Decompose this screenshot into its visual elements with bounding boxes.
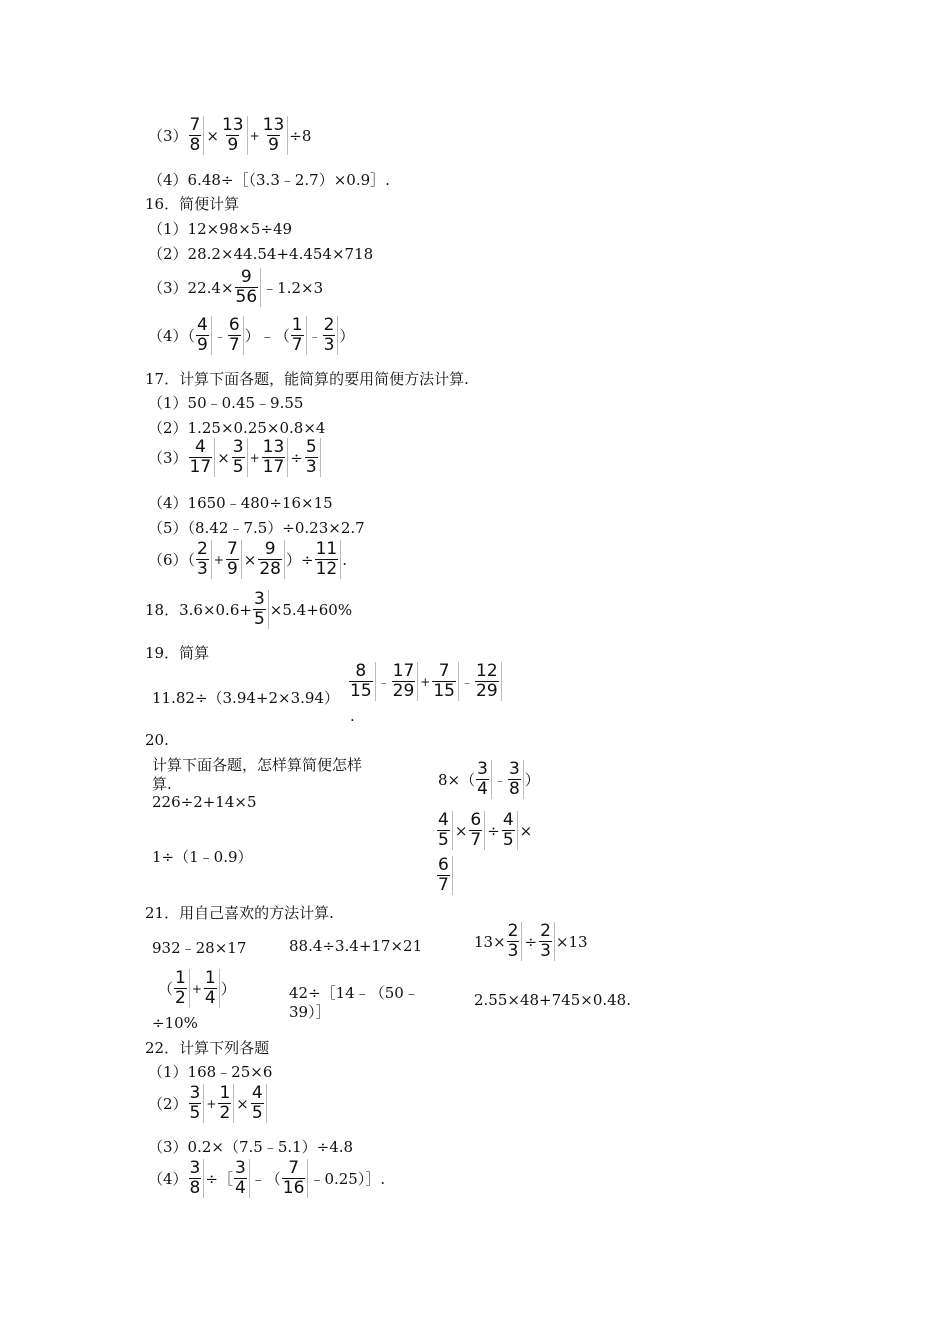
fraction: 3 5	[189, 1084, 205, 1123]
fraction: $\frac{1}{2}$	[218, 1084, 234, 1123]
fraction: 1 2	[174, 969, 190, 1008]
problem-21-d: （ 1 2 + $\frac{1}{4}$ ）	[158, 968, 236, 1008]
section-16-title: 16．简便计算	[145, 195, 240, 213]
problem-20-b: 8×（ 3 4 ﹣ 3 8 ）	[438, 759, 540, 799]
problem-19-right: 8 15 ﹣ 17 29 + $\frac{7}{15}$ ﹣ 12 29	[348, 662, 503, 701]
section-20-intro-2: 算.	[152, 775, 172, 793]
problem-21-e-line1: 42÷［14﹣（50﹣	[289, 984, 419, 1002]
fraction: $\frac{3}{5}$	[232, 438, 248, 477]
fraction: 7 16	[282, 1159, 309, 1198]
problem-16-4: （4）（ 4 9 ﹣ 6 7 ）﹣（ 1 7 ﹣ 2 3 ）	[148, 315, 355, 355]
problem-21-e-line2: 39）］	[289, 1003, 331, 1021]
fraction: 3 4	[234, 1159, 250, 1198]
problem-18: 18．3.6×0.6+ $\frac{3}{5}$ ×5.4+60%	[145, 589, 353, 629]
problem-16-2: （2）28.2×44.54+4.454×718	[148, 245, 374, 263]
fraction: $\frac{13}{17}$	[262, 438, 289, 477]
section-17-title: 17．计算下面各题，能简算的要用简便方法计算.	[145, 370, 469, 388]
fraction: 2 3	[323, 316, 339, 355]
problem-15-4: （4）6.48÷［（3.3﹣2.7）×0.9］.	[148, 171, 390, 189]
problem-22-2: （2） 3 5 + $\frac{1}{2}$ × $\frac{4}{5}$	[148, 1084, 268, 1123]
problem-21-c: 13× $\frac{2}{3}$ ÷ $\frac{2}{3}$ ×13	[474, 921, 588, 961]
problem-19-dot: .	[350, 707, 355, 725]
problem-20-a: 226÷2+14×5	[152, 793, 257, 811]
problem-20-d: $\frac{4}{5}$ × $\frac{6}{7}$ ÷ $\frac{4}{5}$ ×	[438, 810, 533, 850]
fraction: 6 7	[228, 316, 244, 355]
fraction: $\frac{7}{8}$	[189, 116, 205, 155]
problem-21-b: 88.4÷3.4+17×21	[289, 937, 423, 955]
fraction: $\frac{13}{9}$	[262, 116, 289, 155]
problem-21-a: 932﹣28×17	[152, 939, 247, 957]
problem-15-3: （3） $\frac{7}{8}$ × $\frac{13}{9}$ + $\frac{13}{9}$ ÷8	[148, 115, 312, 155]
fraction: $\frac{9}{28}$	[258, 540, 285, 579]
fraction: 3 4	[476, 760, 492, 799]
section-20-title: 20.	[145, 731, 169, 749]
fraction: $\frac{9}{56}$	[235, 268, 262, 307]
item-label: （3）	[148, 127, 188, 145]
problem-21-d-tail: ÷10%	[152, 1014, 198, 1032]
fraction: $\frac{1}{4}$	[204, 969, 220, 1008]
fraction: 2 3	[196, 540, 212, 579]
fraction: $\frac{3}{5}$	[253, 590, 269, 629]
problem-16-1: （1）12×98×5÷49	[148, 220, 293, 238]
problem-17-3: （3） $\frac{4}{17}$ × $\frac{3}{5}$ + $\frac{13}{17}$ ÷ $\frac{5}{3}$	[148, 438, 322, 477]
fraction: $\frac{4}{5}$	[502, 811, 518, 850]
problem-17-1: （1）50﹣0.45﹣9.55	[148, 394, 304, 412]
fraction: 3 8	[508, 760, 524, 799]
fraction: 12 29	[475, 662, 502, 701]
problem-17-6: （6）（ 2 3 + $\frac{7}{9}$ × $\frac{9}{28}$ ）÷ $\frac{11}{12}$ .	[148, 539, 347, 579]
section-21-title: 21．用自己喜欢的方法计算.	[145, 904, 334, 922]
problem-22-3: （3）0.2×（7.5﹣5.1）÷4.8	[148, 1138, 354, 1156]
problem-20-d-cont	[436, 856, 454, 895]
fraction: $\frac{6}{7}$	[469, 811, 485, 850]
section-22-title: 22．计算下列各题	[145, 1039, 270, 1057]
fraction: $\frac{3}{8}$	[189, 1159, 205, 1198]
fraction: 17 29	[392, 662, 419, 701]
fraction: 1 7	[291, 316, 307, 355]
fraction: $\frac{7}{15}$	[432, 662, 459, 701]
fraction: $\frac{4}{17}$	[189, 438, 216, 477]
problem-21-f: 2.55×48+745×0.48.	[474, 991, 631, 1009]
fraction: $\frac{5}{3}$	[305, 438, 321, 477]
section-20-intro-1: 计算下面各题，怎样算简便怎样	[152, 756, 363, 774]
fraction: $\frac{2}{3}$	[539, 922, 555, 961]
problem-17-5: （5）（8.42﹣7.5）÷0.23×2.7	[148, 519, 365, 537]
fraction: $\frac{2}{3}$	[507, 922, 523, 961]
section-19-title: 19．简算	[145, 644, 210, 662]
fraction: 8 15	[349, 662, 376, 701]
fraction: $\frac{11}{12}$	[315, 540, 342, 579]
problem-20-c: 1÷（1﹣0.9）	[152, 848, 253, 866]
fraction: $\frac{7}{9}$	[226, 540, 242, 579]
problem-16-3: （3）22.4× $\frac{9}{56}$ ﹣1.2×3	[148, 267, 324, 307]
problem-17-2: （2）1.25×0.25×0.8×4	[148, 419, 326, 437]
fraction: $\frac{4}{5}$	[251, 1084, 267, 1123]
problem-22-4: （4） $\frac{3}{8}$ ÷［ 3 4 ﹣（ 7 16 ﹣0.25）］.	[148, 1158, 386, 1198]
problem-19-left: 11.82÷（3.94+2×3.94）	[152, 689, 339, 707]
problem-17-4: （4）1650﹣480÷16×15	[148, 494, 333, 512]
problem-22-1: （1）168﹣25×6	[148, 1063, 273, 1081]
fraction: 6 7	[437, 856, 453, 895]
fraction: $\frac{4}{5}$	[437, 811, 453, 850]
fraction: $\frac{13}{9}$	[221, 116, 248, 155]
fraction: 4 9	[196, 316, 212, 355]
